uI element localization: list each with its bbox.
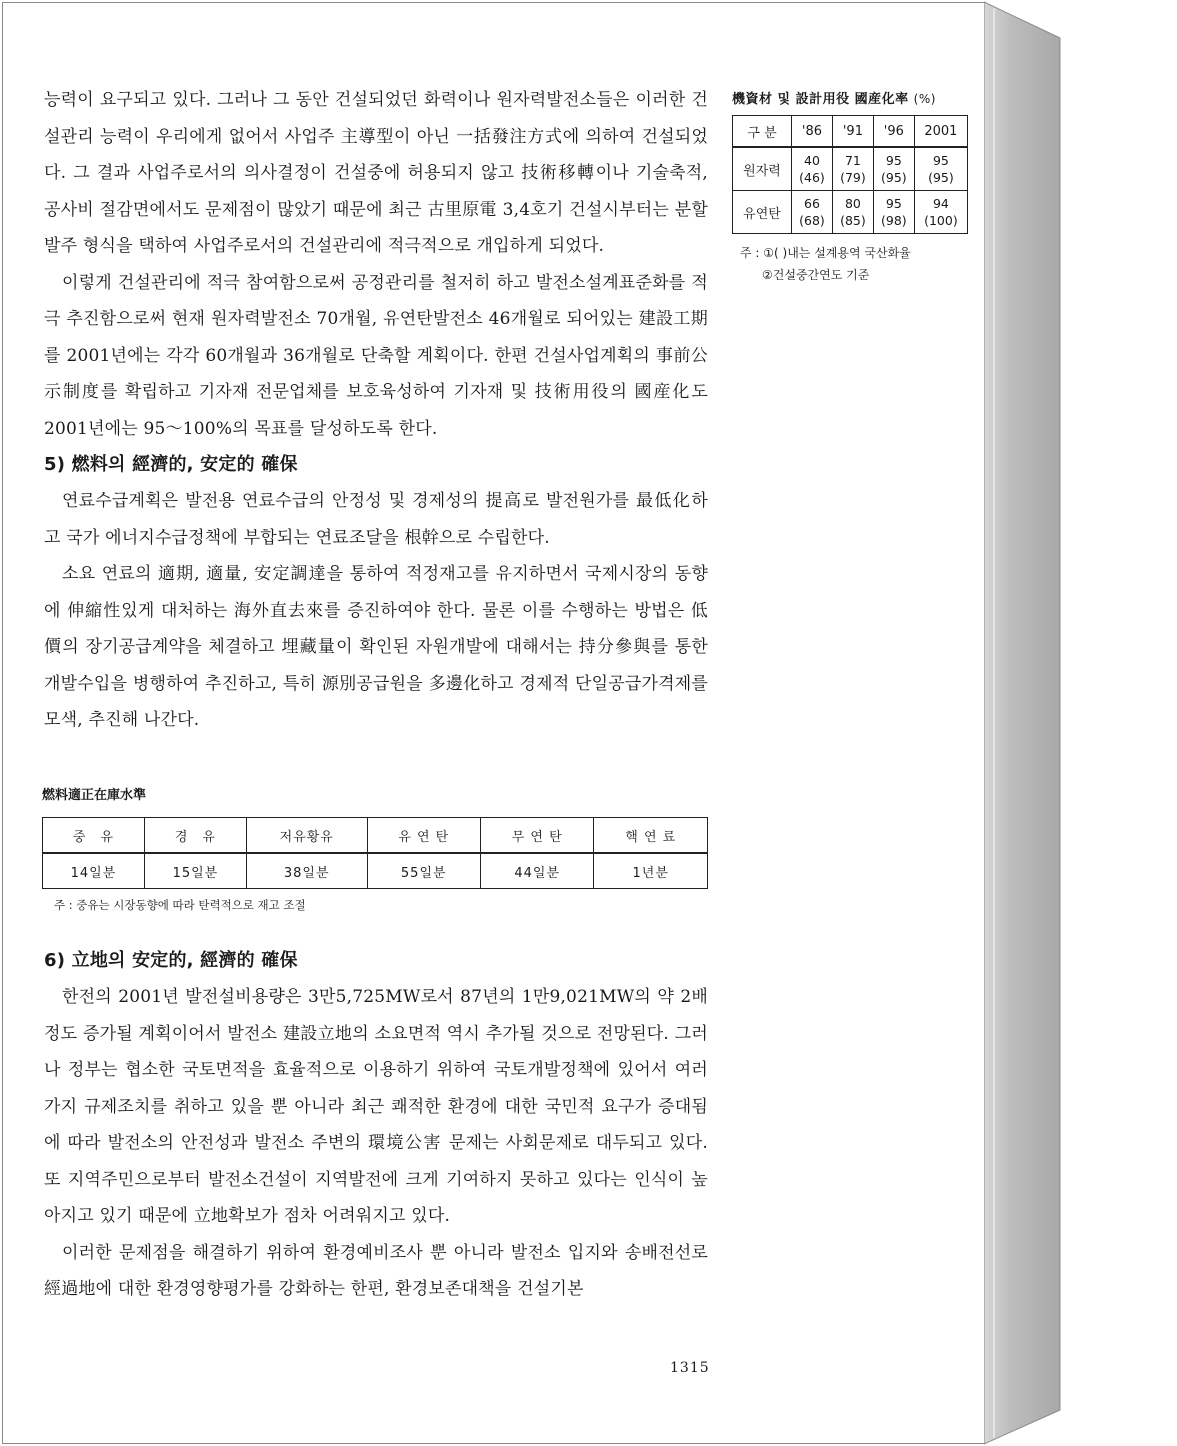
table-row	[733, 147, 968, 191]
note-2: ②건설중간연도 기준	[762, 268, 870, 282]
value-main: 80	[844, 196, 861, 211]
value-cell	[873, 191, 914, 234]
localization-rate-notes	[732, 242, 972, 286]
value-sub: (100)	[924, 213, 958, 228]
value-sub: (46)	[799, 170, 825, 185]
value-cell	[832, 147, 873, 191]
value-sub: (95)	[928, 170, 954, 185]
value-cell	[873, 147, 914, 191]
table-header-row	[43, 818, 708, 854]
value-main: 94	[932, 196, 949, 211]
value-cell	[792, 191, 833, 234]
value-cell	[914, 191, 967, 234]
header-cell: 유 연 탄	[367, 818, 480, 854]
value-cell	[832, 191, 873, 234]
header-cell: 핵 연 료	[594, 818, 708, 854]
section-5-paragraph-2: 소요 연료의 適期, 適量, 安定調達을 통하여 적정재고를 유지하면서 국제시장의 동향에 伸縮性있게 대처하는 海外直去來를 증진하여야 한다. 물론 이를 수행하는 방법은 低價의 장기공급계약을 체결하고 埋藏量이 확인된 자원개발에 대해서는 持分參與를 통한 개발수입을 병행하여 추진하고, 특히 源別공급원을 多邊化하고 경제적 단일공급가격제를 모색, 추진해 나간다.	[44, 564, 708, 730]
value-cell: 44일분	[480, 853, 593, 889]
row-label: 원자력	[733, 147, 792, 191]
value-main: 66	[804, 196, 820, 211]
value-cell	[792, 147, 833, 191]
value-sub: (95)	[881, 170, 907, 185]
header-cell: '96	[873, 116, 914, 148]
value-cell: 38일분	[246, 853, 367, 889]
section-6-paragraph-2: 이러한 문제점을 해결하기 위하여 환경예비조사 뿐 아니라 발전소 입지와 송배전선로 經過地에 대한 환경영향평가를 강화하는 한편, 환경보존대책을 건설기본	[44, 1242, 708, 1299]
value-main: 95	[885, 153, 902, 168]
table-header-row	[733, 116, 968, 148]
note-1: 주 : ①( )내는 설계용역 국산화율	[740, 246, 911, 260]
paragraph-2: 이렇게 건설관리에 적극 참여함으로써 공정관리를 철저히 하고 발전소설계표준화를 적극 추진함으로써 현재 원자력발전소 70개월, 유연탄발전소 46개월로 되어있는 建設工期를 2001년에는 각각 60개월과 36개월로 단축할 계획이다. 한편 건설사업계획의 事前公示制度를 확립하고 기자재 전문업체를 보호육성하여 기자재 및 技術用役의 國産化도 2001년에는 95～100%의 목표를 달성하도록 한다.	[44, 272, 708, 439]
header-cell: 2001	[914, 116, 967, 148]
value-main: 71	[844, 153, 861, 168]
fuel-inventory-block	[42, 784, 708, 913]
header-cell: 경 유	[144, 818, 246, 854]
value-cell: 14일분	[43, 853, 145, 889]
row-label: 유연탄	[733, 191, 792, 234]
table-row	[43, 853, 708, 889]
section-6-heading: 6) 立地의 安定的, 經濟的 確保	[44, 950, 298, 971]
value-sub: (98)	[881, 213, 907, 228]
header-cell: 무 연 탄	[480, 818, 593, 854]
localization-rate-unit: (%)	[913, 92, 936, 106]
section-5-heading: 5) 燃料의 經濟的, 安定的 確保	[44, 454, 298, 475]
value-sub: (68)	[799, 213, 825, 228]
fuel-inventory-title: 燃料適正在庫水準	[42, 788, 147, 803]
book-edge	[984, 0, 1177, 1446]
header-cell: '91	[832, 116, 873, 148]
value-main: 95	[932, 153, 949, 168]
table-row	[733, 191, 968, 234]
value-cell: 15일분	[144, 853, 246, 889]
value-main: 95	[885, 196, 902, 211]
localization-rate-title-text: 機資材 및 設計用役 國産化率	[732, 92, 909, 107]
value-cell	[914, 147, 967, 191]
fuel-inventory-note: 주 : 중유는 시장동향에 따라 탄력적으로 재고 조절	[54, 898, 306, 912]
value-cell: 55일분	[367, 853, 480, 889]
localization-rate-table-block	[732, 88, 972, 286]
section-6-block	[44, 943, 708, 1308]
header-cell: 구 분	[733, 116, 792, 148]
localization-rate-table	[732, 115, 968, 234]
section-6-paragraph-1: 한전의 2001년 발전설비용량은 3만5,725MW로서 87년의 1만9,021MW의 약 2배정도 증가될 계획이어서 발전소 建設立地의 소요면적 역시 추가될 것으로 전망된다. 그러나 정부는 협소한 국토면적을 효율적으로 이용하기 위하여 국토개발정책에 있어서 여러가지 규제조치를 취하고 있을 뿐 아니라 최근 쾌적한 환경에 대한 국민적 요구가 증대됨에 따라 발전소의 안전성과 발전소 주변의 環境公害 문제는 사회문제로 대두되고 있다. 또 지역주민으로부터 발전소건설이 지역발전에 크게 기여하지 못하고 있다는 인식이 높아지고 있기 때문에 立地확보가 점차 어려워지고 있다.	[44, 987, 708, 1226]
value-sub: (79)	[840, 170, 866, 185]
page-number: 1315	[670, 1360, 710, 1376]
localization-rate-title	[732, 88, 972, 107]
paragraph-1: 능력이 요구되고 있다. 그러나 그 동안 건설되었던 화력이나 원자력발전소들은 이러한 건설관리 능력이 우리에게 없어서 사업주 主導型이 아닌 一括發注方式에 의하여 건설되었다. 그 결과 사업주로서의 의사결정이 건설중에 허용되지 않고 技術移轉이나 기술축적, 공사비 절감면에서도 문제점이 많았기 때문에 최근 古里原電 3,4호기 건설시부터는 분할발주 형식을 택하여 사업주로서의 건설관리에 적극적으로 개입하게 되었다.	[44, 90, 708, 256]
header-cell: '86	[792, 116, 833, 148]
header-cell: 저유황유	[246, 818, 367, 854]
value-cell: 1년분	[594, 853, 708, 889]
top-text-block	[44, 82, 708, 739]
header-cell: 중 유	[43, 818, 145, 854]
value-sub: (85)	[840, 213, 866, 228]
value-main: 40	[804, 153, 820, 168]
fuel-inventory-table	[42, 817, 708, 889]
section-5-paragraph-1: 연료수급계획은 발전용 연료수급의 안정성 및 경제성의 提高로 발전원가를 最低化하고 국가 에너지수급정책에 부합되는 연료조달을 根幹으로 수립한다.	[44, 491, 708, 548]
